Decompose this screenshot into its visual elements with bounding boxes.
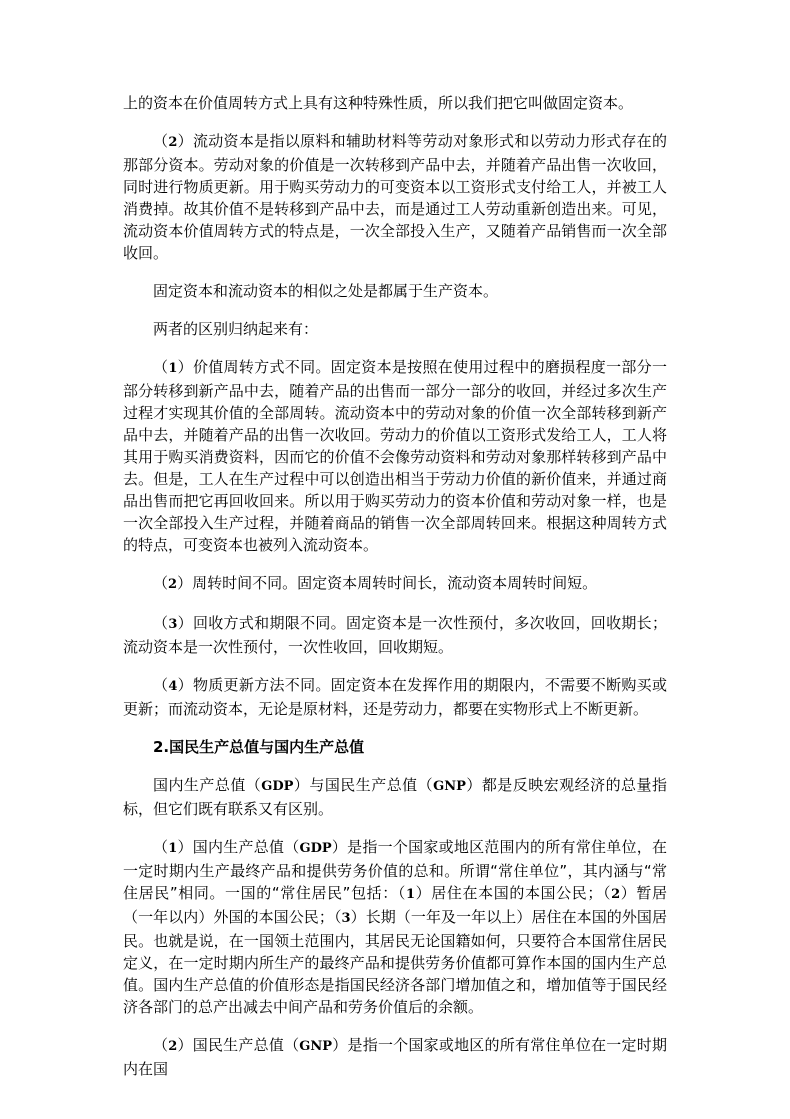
paragraph-differences-intro: 两者的区别归纳起来有：: [153, 320, 319, 338]
paragraph-circulating-capital-definition: （2）流动资本是指以原料和辅助材料等劳动对象形式和以劳动力形式存在的那部分资本。劳动对象的价值是一次转移到产品中去，并随着产品出售一次收回，同时进行物质更新。用于购买劳动力的可变资本以工资形式支付给工人，并被工人消费掉。故其价值不是转移到产品中去，而是通过工人劳动重新创造出来。可见，流动资本价值周转方式的特点是，一次全部投入生产，又随着产品销售而一次全部收回。: [123, 132, 667, 262]
acronym: GNP: [299, 1039, 333, 1054]
paragraph-difference-3: （3）回收方式和期限不同。固定资本是一次性预付，多次收回，回收期长；流动资本是一次性预付，一次性收回，回收期短。: [123, 614, 667, 656]
list-marker-number: 1: [406, 887, 416, 902]
paragraph-gnp-definition: （2）国民生产总值（GNP）是指一个国家或地区的所有常住单位在一定时期内在国: [123, 1036, 667, 1078]
acronym: GDP: [261, 779, 294, 794]
list-marker-number: 1: [168, 361, 178, 376]
paragraph-difference-1: （1）价值周转方式不同。固定资本是按照在使用过程中的磨损程度一部分一部分转移到新产品中去，随着产品的出售而一部分一部分的收回，并经过多次生产过程才实现其价值的全部周转。流动资本中的劳动对象的价值一次全部转移到新产品中去，并随着产品的出售一次收回。劳动力的价值以工资形式发给工人，工人将其用于购买消费资料，因而它的价值不会像劳动资料和劳动对象那样转移到产品中去。但是，工人在生产过程中可以创造出相当于劳动力价值的新价值来，并通过商品出售而把它再回收回来。所以用于购买劳动力的资本价值和劳动对象一样，也是一次全部投入生产过程，并随着商品的销售一次全部周转回来。根据这种周转方式的特点，可变资本也被列入流动资本。: [123, 358, 667, 554]
list-marker-number: 2: [168, 135, 178, 150]
paragraph-gnp-gdp-intro: 国内生产总值（GDP）与国民生产总值（GNP）都是反映宏观经济的总量指标，但它们既有联系又有区别。: [123, 776, 667, 818]
section-heading-gnp-gdp: 2.国民生产总值与国内生产总值: [153, 738, 365, 756]
list-marker-number: 3: [341, 911, 351, 926]
paragraph-fixed-capital-conclusion: 上的资本在价值周转方式上具有这种特殊性质，所以我们把它叫做固定资本。: [123, 94, 634, 112]
acronym: GNP: [433, 779, 466, 794]
paragraph-difference-4: （4）物质更新方法不同。固定资本在发挥作用的期限内，不需要不断购买或更新；而流动资本，无论是原材料，还是劳动力，都要在实物形式上不断更新。: [123, 676, 667, 718]
list-marker-number: 2: [168, 577, 178, 592]
paragraph-similarity: 固定资本和流动资本的相似之处是都属于生产资本。: [153, 282, 499, 300]
list-marker-number: 1: [168, 841, 178, 856]
list-marker-number: 2: [611, 887, 621, 902]
list-marker-number: 2: [168, 1039, 178, 1054]
paragraph-difference-2: （2）周转时间不同。固定资本周转时间长，流动资本周转时间短。: [153, 574, 598, 592]
paragraph-gdp-definition: （1）国内生产总值（GDP）是指一个国家或地区范围内的所有常住单位，在一定时期内生产最终产品和提供劳务价值的总和。所谓“常住单位”，其内涵与“常住居民”相同。一国的“常住居民”包括：（1）居住在本国的本国公民；（2）暂居（一年以内）外国的本国公民；（3）长期（一年及一年以上）居住在本国的外国居民。也就是说，在一国领土范围内，其居民无论国籍如何，只要符合本国常住居民定义，在一定时期内所生产的最终产品和提供劳务价值都可算作本国的国内生产总值。国内生产总值的价值形态是指国民经济各部门增加值之和，增加值等于国民经济各部门的总产出减去中间产品和劳务价值后的余额。: [123, 838, 667, 1016]
list-marker-number: 3: [168, 617, 178, 632]
list-marker-number: 4: [168, 679, 178, 694]
document-text-column: [123, 92, 667, 1096]
acronym: GDP: [299, 841, 332, 856]
